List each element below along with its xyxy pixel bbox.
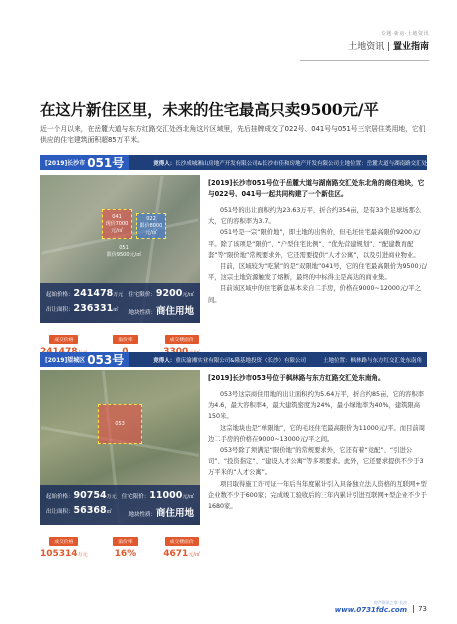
plot-site: 土地位置：岳麓大道与湖南路交汇处东北角 [339, 160, 444, 167]
section-sub: 置业指南 [392, 42, 429, 52]
article-053: [2019]长沙市053号位于枫林路与东方红路交汇处东南角。 053号这宗商住用地的出让面积约为5.64万平，折合约85亩，它的容积率为4.6，最大容积率4，最大建筑密度为24%，最小绿地率为40%，建筑限高150米。 这宗地块也是“单限地”，它的毛坯住宅最高限价为11000元/平。而目前周边二手房的价格在9000~13000元/平之间。 053号除了须满足“限价地”的常规要求外，它还有着“竞配”、“引进公司”、“投资指定”、“建设人才公寓”等多项要求。此外，它还要求提供不少于3万平米的“人才公寓”。 项目取得施工许可证一年后当年度累计引入具备独立法人资格的互联网+型企业数不少于600家；完成竣工验收后的三年内累计引进互联网+型企业不少于1680家。 [208, 374, 427, 511]
stat-floor-price: 成交楼面价 [163, 326, 200, 357]
section-header [348, 30, 429, 52]
stat-floor-price: 成交楼面价 4671元/㎡ [163, 528, 200, 559]
parcel-041: 041 现价7000元/㎡ [102, 209, 132, 239]
plot-tag: [2019]长沙市 051号 [40, 155, 129, 170]
header-divider [300, 60, 429, 61]
stat-premium: 溢价率 [113, 326, 137, 357]
article-051: [2019]长沙市051号位于岳麓大道与湖南路交汇处东北角的商住地块，它与022号、041号一起共同构建了一个新住区。 051号的出让面积约为23.63万平，折合约354亩，是有33个足球场那么大，它的容积率为3.7。 051号是一宗“限价地”，即土地的出售价，但毛坯住宅最高限价9200元/平。除了该项是“限价”、“户型住宅比例”、“优先营建规划”、“配建教育配套”等“限价地”常规要求外，它还需要提供“人才公寓”，以及引进商业物业。 目前，区域较为“吃紧”的是“双限地”041号，它的住宅最高限价为9500元/平，这宗土地资源触发了熔断，最终的中标得主是高达的商业集。 目前该区域中的住宅新盘基本来自二手房，价格在9000~12000元/平之间。 [208, 179, 427, 304]
plot-overlay: 起始价格：90754万元 住宅限价：11000元/㎡ 出让面积：56368㎡ 地块性质：商住用地 [40, 485, 200, 525]
footer-brand: 房产资讯之家·长沙 www.0731fdc.com [334, 600, 407, 614]
article-headline: 在这片新住区里，未来的住宅最高只卖9500元/平 [40, 100, 379, 119]
parcel-051: 051 限价9500元/㎡ [106, 245, 142, 258]
plot-tag: [2019]望城区 053号 [40, 352, 129, 367]
footer-url[interactable]: www.0731fdc.com [334, 606, 407, 614]
article-lead: 近一个月以来，在岳麓大道与东方红路交汇处西北角这片区域里，先后挂牌成交了022号、041号与051号三宗居住类用地，它们供应的住宅建筑面积超85万平米。 [40, 125, 426, 144]
plot-buyer: 竞得人：长沙成城湘山房地产开发有限公司&长沙市佳和房地产开发有限公司 [153, 160, 340, 167]
stat-deal-price: 成交价格 [40, 326, 88, 357]
parcel-053: 053 [98, 404, 142, 444]
satellite-map-051 [40, 175, 200, 323]
stat-premium: 溢价率 16% [113, 528, 137, 559]
plot-site: 土地位置：枫林路与东方红交汇处东南角 [322, 357, 422, 364]
section-label: 土地资讯 [348, 42, 385, 52]
parcel-022: 022 限价8000元/㎡ [136, 213, 166, 239]
plot-overlay: 起始价格：241478万元 住宅限价：9200元/㎡ 出让面积：236331㎡ 地块性质：商住用地 [40, 283, 200, 323]
page-number: 73 [413, 605, 427, 613]
magazine-tag: 专题·新房·土地资讯 [380, 31, 429, 37]
stat-deal-price: 成交价格 105314万元 [40, 528, 88, 559]
plot-bar-051 [40, 155, 444, 170]
plot-bar-053 [40, 352, 427, 367]
plot-buyer: 竞得人：重庆渝湘实业有限公司&隆基地投资（长沙）有限公司 [153, 357, 307, 364]
satellite-map-053 [40, 370, 200, 525]
section-title: 土地资讯 | 置业指南 [348, 42, 429, 52]
plot-stats-053 [40, 528, 200, 559]
